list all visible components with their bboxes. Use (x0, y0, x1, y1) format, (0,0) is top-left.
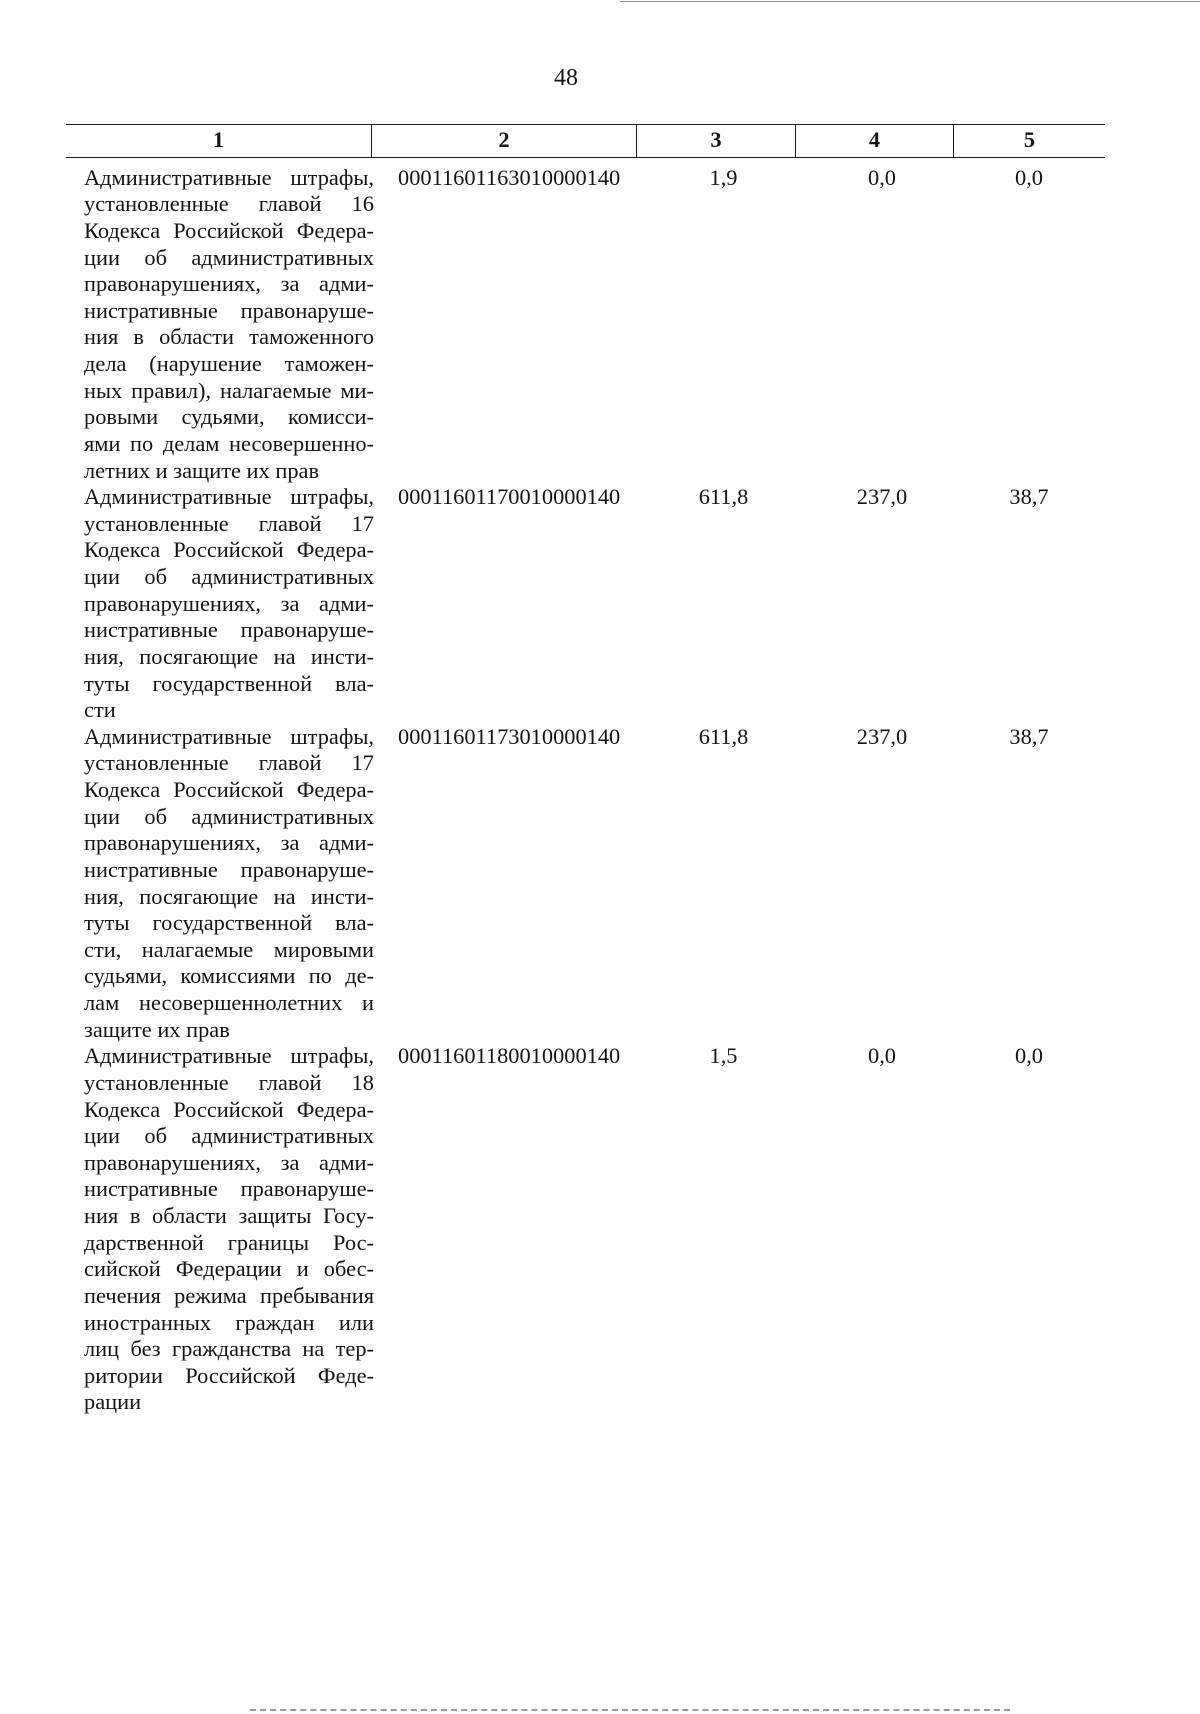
budget-code: 00011601163010000140 (398, 164, 621, 190)
revenue-table (66, 124, 1105, 1416)
description-line: рации (84, 1389, 142, 1415)
description-line: иностранных граждан или (84, 1309, 374, 1335)
description-line: ровыми судьями, комисси- (84, 404, 374, 430)
description-cell (66, 723, 374, 1044)
description-line: нистративные правонаруше- (84, 297, 374, 323)
description-line: Кодекса Российской Федера- (84, 777, 374, 803)
description-line: ния, посягающие на инсти- (84, 643, 374, 669)
description-line: Кодекса Российской Федера- (84, 537, 374, 563)
description-line: сийской Федерации и обес- (84, 1256, 374, 1282)
description-line: Административные штрафы, (84, 723, 374, 749)
description-line: ритории Российской Феде- (84, 1362, 374, 1388)
header-col-5: 5 (953, 125, 1105, 157)
description-line: нистративные правонаруше- (84, 856, 374, 882)
value-col-5: 0,0 (1015, 164, 1043, 190)
description-line: нистративные правонаруше- (84, 617, 374, 643)
description-line: лиц без гражданства на тер- (84, 1336, 374, 1362)
value-col-5: 0,0 (1015, 1043, 1043, 1069)
description-cell (66, 1043, 374, 1416)
table-row (66, 724, 1105, 1044)
value-col-3: 611,8 (698, 484, 749, 510)
description-line: ции об административных (84, 1123, 374, 1149)
description-line: ции об административных (84, 564, 374, 590)
description-line: лам несовершеннолетних и (84, 990, 374, 1016)
description-line: защите их прав (84, 1016, 230, 1042)
description-line: Кодекса Российской Федера- (84, 1096, 374, 1122)
description-line: туты государственной вла- (84, 670, 374, 696)
value-col-4: 0,0 (868, 164, 896, 190)
description-line: сти, налагаемые мировыми (84, 936, 374, 962)
description-line: правонарушениях, за адми- (84, 830, 374, 856)
description-line: дела (нарушение таможен- (84, 351, 374, 377)
description-cell (66, 164, 374, 485)
value-col-4: 237,0 (856, 723, 908, 749)
value-col-5: 38,7 (1009, 484, 1049, 510)
description-line: Административные штрафы, (84, 164, 374, 190)
header-col-4: 4 (795, 125, 953, 157)
description-line: сти (84, 697, 116, 723)
header-col-2: 2 (371, 125, 636, 157)
description-line: правонарушениях, за адми- (84, 271, 374, 297)
scan-edge-bottom (250, 1709, 1010, 1711)
description-line: ния в области защиты Госу- (84, 1203, 374, 1229)
description-line: туты государственной вла- (84, 910, 374, 936)
description-line: ния, посягающие на инсти- (84, 883, 374, 909)
description-line: Административные штрафы, (84, 484, 374, 510)
description-line: правонарушениях, за адми- (84, 590, 374, 616)
value-col-3: 1,5 (709, 1043, 738, 1069)
table-row (66, 484, 1105, 724)
description-line: ных правил), налагаемые ми- (84, 377, 374, 403)
description-line: нистративные правонаруше- (84, 1176, 374, 1202)
value-col-4: 0,0 (868, 1043, 896, 1069)
description-line: Административные штрафы, (84, 1043, 374, 1069)
budget-code: 00011601173010000140 (398, 723, 621, 749)
description-line: установленные главой 16 (84, 191, 374, 217)
description-line: ями по делам несовершенно- (84, 430, 374, 456)
description-line: летних и защите их прав (84, 457, 320, 483)
description-line: установленные главой 18 (84, 1069, 374, 1095)
description-line: печения режима пребывания (84, 1282, 374, 1308)
description-line: судьями, комиссиями по де- (84, 963, 374, 989)
description-line: установленные главой 17 (84, 510, 374, 536)
scan-edge-top (620, 1, 1200, 2)
description-line: ции об административных (84, 803, 374, 829)
description-line: Кодекса Российской Федера- (84, 217, 374, 243)
description-line: ции об административных (84, 244, 374, 270)
description-line: дарственной границы Рос- (84, 1229, 374, 1255)
description-line: установленные главой 17 (84, 750, 374, 776)
header-col-3: 3 (636, 125, 795, 157)
value-col-5: 38,7 (1009, 723, 1049, 749)
value-col-3: 1,9 (709, 164, 738, 190)
page-number: 48 (554, 65, 578, 91)
description-line: правонарушениях, за адми- (84, 1149, 374, 1175)
value-col-4: 237,0 (856, 484, 908, 510)
description-cell (66, 484, 374, 724)
header-col-1: 1 (212, 127, 225, 152)
table-row (66, 1043, 1105, 1416)
table-body (66, 165, 1105, 1416)
budget-code: 00011601180010000140 (398, 1043, 621, 1069)
table-row (66, 165, 1105, 485)
description-line: ния в области таможенного (84, 324, 374, 350)
value-col-3: 611,8 (698, 723, 749, 749)
table-header (66, 124, 1105, 158)
budget-code: 00011601170010000140 (398, 484, 621, 510)
